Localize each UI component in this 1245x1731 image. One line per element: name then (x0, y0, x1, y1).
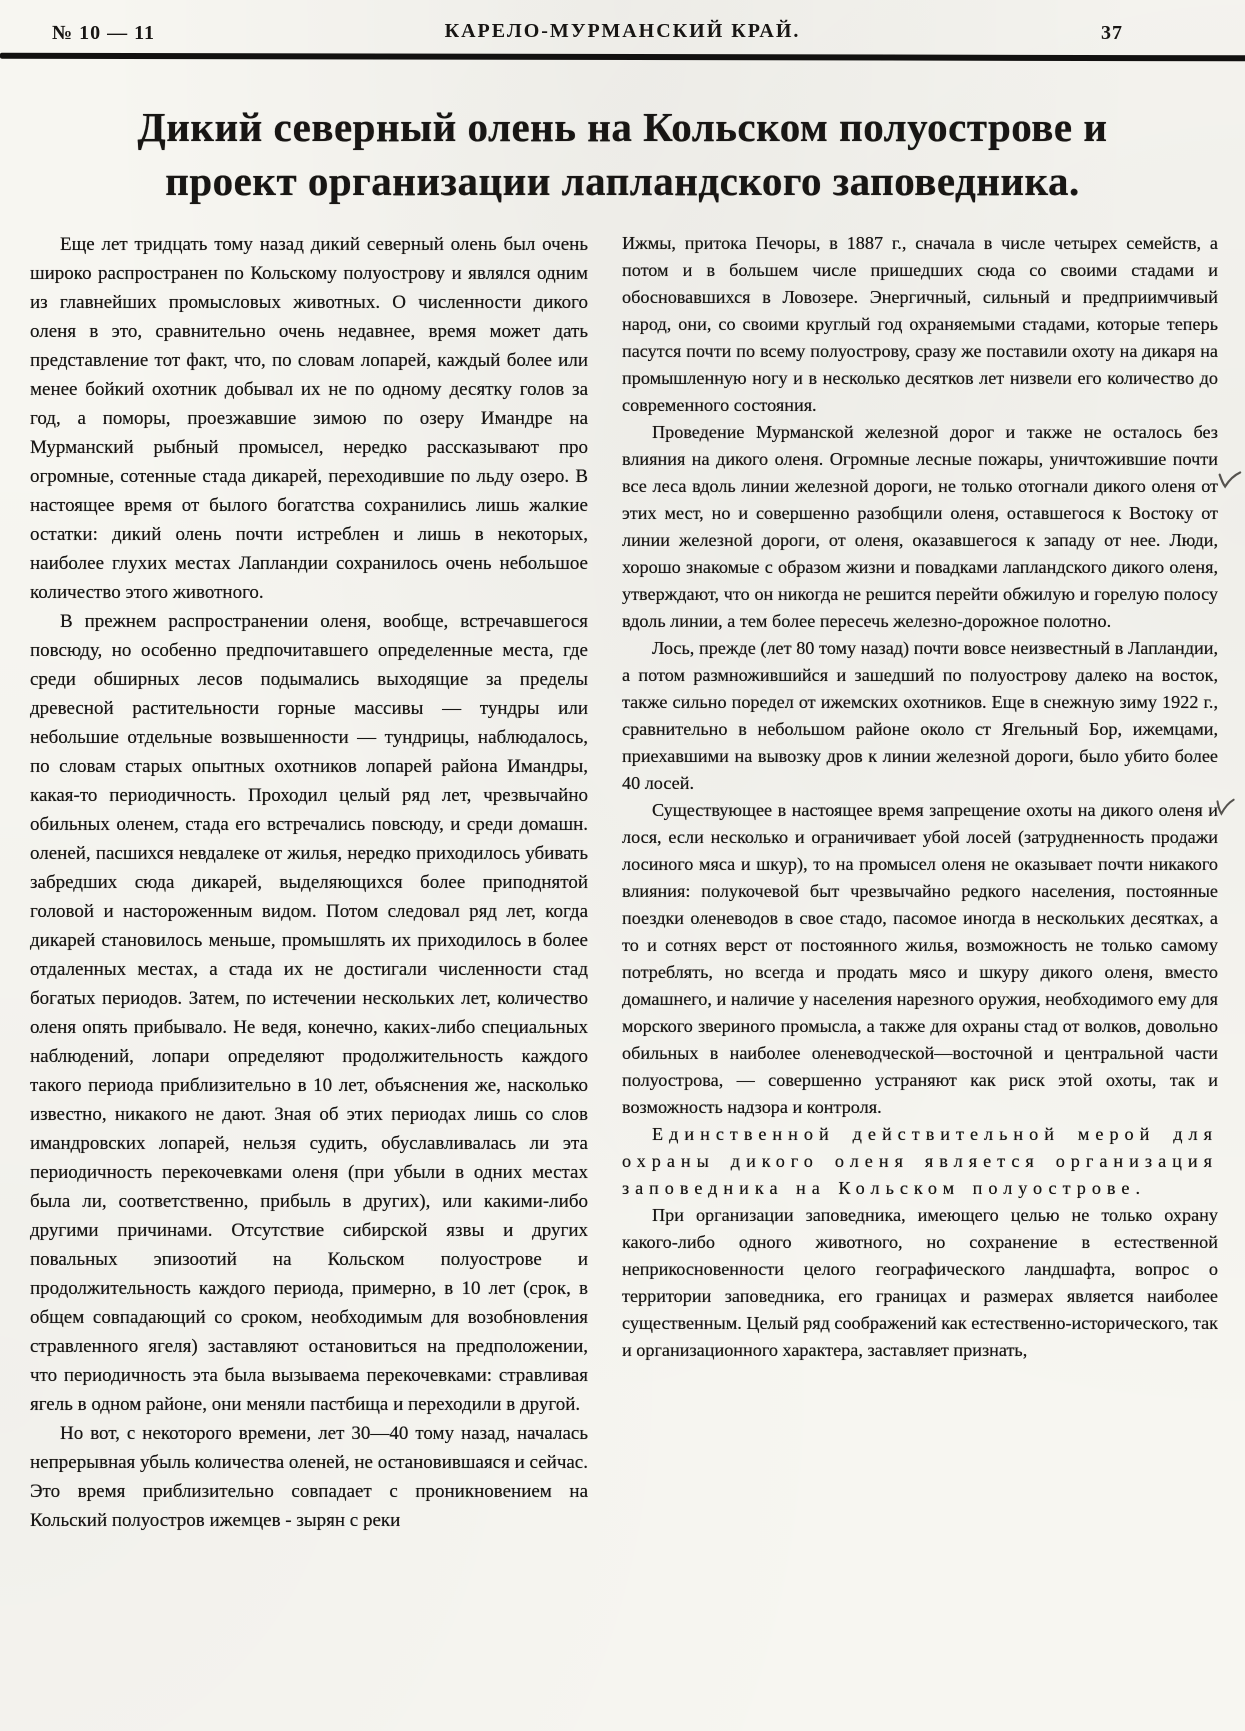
paragraph: Существующее в настоящее время запрещение охоты на дикого оленя и лося, если несколько и ограничивает убой лосей (затрудненность продажи лосиного мяса и шкур), то на промысел оленя не оказывает почти никакого влияния: полукочевой быт чрезвычайно редкого населения, постоянные поездки оленеводов в свое стадо, пасомое иногда в нескольких десятках, а то и сотнях верст от постоянного жилья, возможность не только самому потреблять, но всегда и продать мясо и шкуру дикого оленя, вместо домашнего, и наличие у населения нарезного оружия, необходимого ему для морского звериного промысла, а также для охраны стад от волков, довольно обильных в наиболее оленеводческой—восточной и центральной части полуострова, — совершенно устраняют как риск этой охоты, так и возможность надзора и контроля. (622, 800, 1218, 1117)
left-column (30, 230, 588, 1535)
paragraph: Лось, прежде (лет 80 тому назад) почти вовсе неизвестный в Лапландии, а потом размножившийся и зашедший по полуострову далеко на восток, также сильно поредел от ижемских охотников. Еще в снежную зиму 1922 г., сравнительно в небольшом районе около ст Ягельный Бор, ижемцами, приехавшими на вывозку дров к линии железной дороги, было убито более 40 лосей. (622, 638, 1218, 793)
paragraph: При организации заповедника, имеющего целью не только охрану какого-либо одного животного, но сохранение в естественной неприкосновенности целого географического ландшафта, вопрос о территории заповедника, его границах и размерах является наиболее существенным. Целый ряд соображений как естественно-исторического, так и организационного характера, заставляет признать, (622, 1205, 1218, 1360)
right-column (622, 230, 1218, 1535)
paragraph: Еще лет тридцать тому назад дикий северный олень был очень широко распространен по Кольскому полуострову и являлся одним из главнейших промысловых животных. О численности дикого оленя в это, сравнительно очень недавнее, время может дать представление тот факт, что, по словам лопарей, каждый более или менее бойкий охотник добывал их не по одному десятку голов за год, а поморы, проезжавшие зимою по озеру Имандре на Мурманский рыбный промысел, нередко рассказывают про огромные, сотенные стада дикарей, переходившие по льду озеро. В настоящее время от былого богатства сохранились лишь жалкие остатки: дикий олень почти истреблен и лишь в некоторых, наиболее глухих местах Лапландии сохранилось очень небольшое количество этого животного. (30, 234, 588, 603)
paragraph-emphasized: Единственной действительной мерой для охраны дикого оленя является организация заповедника на Кольском полуострове. (622, 1124, 1218, 1198)
paragraph: В прежнем распространении оленя, вообще, встречавшегося повсюду, но особенно предпочитавшего определенные места, где среди обширных лесов подымались выходящие за пределы древесной растительности горные массивы — тундры или небольшие отдельные возвышенности — тундрицы, наблюдалось, по словам старых опытных охотников лопарей района Имандры, какая-то периодичность. Проходил целый ряд лет, чрезвычайно обильных оленем, стада его встречались повсюду, и среди домашн. оленей, пасшихся невдалеке от жилья, нередко приходилось убивать забредших сюда дикарей, выделяющихся более приподнятой головой и настороженным видом. Потом следовал ряд лет, когда дикарей становилось меньше, промышлять их приходилось в более отдаленных местах, а стада их не достигали численности стад богатых периодов. Затем, по истечении нескольких лет, количество оленя опять прибывало. Не ведя, конечно, каких-либо специальных наблюдений, лопари определяют продолжительность каждого такого периода приблизительно в 10 лет, объяснения же, насколько известно, никакого не дают. Зная об этих периодах лишь со слов имандровских лопарей, нельзя судить, обуславливалась ли эта периодичность перекочевками оленя (при убыли в одних местах была ли, соответственно, прибыль в других), или какими-либо другими причинами. Отсутствие сибирской язвы и других повальных эпизоотий на Кольском полуострове и продолжительность каждого периода, примерно, в 10 лет (срок, в общем совпадающий со сроком, необходимым для возобновления стравленного ягеля) заставляют остановиться на предположении, что периодичность эта была вызываема перекочевками: стравливая ягель в одном районе, они меняли пастбища и переходили в другой. (30, 611, 588, 1415)
issue-number: № 10 — 11 (52, 22, 155, 44)
pencil-checkmark-icon (1214, 796, 1236, 818)
running-head (0, 18, 1245, 52)
paragraph: Проведение Мурманской железной дорог и также не осталось без влияния на дикого оленя. Огромные лесные пожары, уничтожившие почти все леса вдоль линии железной дороги, не только отогнали дикого оленя от этих мест, но и совершенно разобщили оленя, оставшегося к Востоку от линии железной дороги, от оленя, оказавшегося к западу от нее. Люди, хорошо знакомые с образом жизни и повадками лапландского дикого оленя, утверждают, что он никогда не решится перейти обжилую и горелую полосу вдоль линии, а тем более пересечь железно-дорожное полотно. (622, 422, 1218, 631)
pencil-checkmark-icon (1216, 468, 1242, 492)
header-rule (0, 53, 1245, 62)
article-body (30, 230, 1218, 1535)
paragraph: Но вот, с некоторого времени, лет 30—40 тому назад, началась непрерывная убыль количества оленей, не остановившаяся и сейчас. Это время приблизительно совпадает с проникновением на Кольский полуостров ижемцев - зырян с реки (30, 1423, 588, 1531)
article-title-line2: проект организации лапландского заповедника. (165, 158, 1080, 204)
page-number: 37 (1101, 22, 1123, 44)
article-title (40, 100, 1205, 208)
paragraph-continuation: Ижмы, притока Печоры, в 1887 г., сначала в числе четырех семейств, а потом и в большем числе пришедших сюда со своими стадами и обосновавшихся в Ловозере. Энергичный, сильный и предприимчивый народ, они, со своими круглый год охраняемыми стадами, которые теперь пасутся почти по всему полуострову, сразу же поставили охоту на дикаря на промышленную ногу и в несколько десятков лет низвели его количество до современного состояния. (622, 233, 1218, 415)
article-title-line1: Дикий северный олень на Кольском полуострове и (137, 104, 1108, 150)
journal-title: КАРЕЛО-МУРМАНСКИЙ КРАЙ. (444, 20, 801, 42)
